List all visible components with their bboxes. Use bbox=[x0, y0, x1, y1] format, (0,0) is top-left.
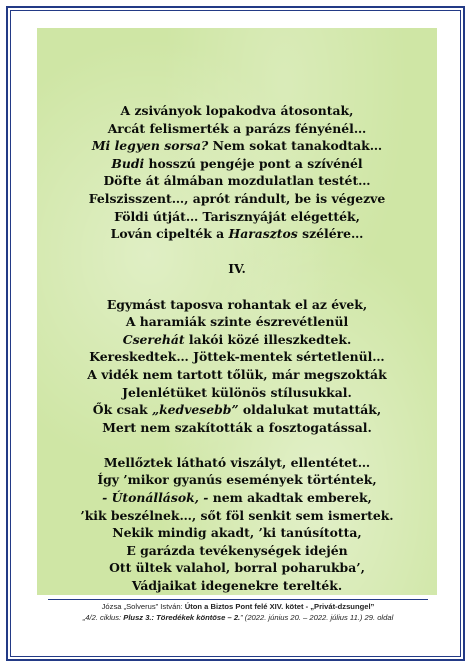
poem-line bbox=[37, 313, 437, 331]
poem-line-emphasis: - Útonállások, - bbox=[102, 490, 209, 506]
footer-book-title: Úton a Biztos Pont felé XIV. kötet - „Privát-dzsungel” bbox=[182, 602, 375, 611]
poem-line-text: Földi útját… Tarisznyáját elégették, bbox=[114, 208, 360, 224]
poem-line-text: szélére… bbox=[297, 226, 364, 242]
poem-line-emphasis: Budi bbox=[111, 155, 145, 171]
footer-author: Józsa „Solverus” István: bbox=[101, 602, 183, 611]
footer-line-2 bbox=[48, 613, 428, 624]
poem-line bbox=[37, 384, 437, 402]
poem-line bbox=[37, 137, 437, 155]
poem-line bbox=[37, 172, 437, 190]
poem-stanza-2 bbox=[37, 296, 437, 437]
poem-line bbox=[37, 120, 437, 138]
poem-line-text: A haramiák szinte észrevétlenül bbox=[125, 314, 349, 330]
poem-line bbox=[37, 155, 437, 173]
poem-line bbox=[37, 489, 437, 507]
poem-line-emphasis: Cserehát bbox=[122, 331, 185, 347]
poem-line bbox=[37, 507, 437, 525]
poem-line bbox=[37, 454, 437, 472]
poem-line-text: A vidék nem tartott tőlük, már megszokták bbox=[87, 366, 387, 382]
poem-line-text: E garázda tevékenységek idején bbox=[126, 542, 348, 558]
poem-line bbox=[37, 190, 437, 208]
poem-line bbox=[37, 331, 437, 349]
poem-line bbox=[37, 366, 437, 384]
poem-line-text: Arcát felismerték a parázs fényénél… bbox=[107, 120, 367, 136]
poem-line-text: Nekik mindig akadt, ’ki tanúsította, bbox=[112, 525, 362, 541]
poem-line bbox=[37, 471, 437, 489]
poem-line bbox=[37, 401, 437, 419]
poem-line bbox=[37, 542, 437, 560]
poem-line bbox=[37, 208, 437, 226]
page-footer bbox=[48, 599, 428, 623]
footer-cycle-title: Plusz 3.: Töredékek köntöse – 2. bbox=[123, 612, 241, 622]
poem-line-text: Kereskedtek… Jöttek-mentek sértetlenül… bbox=[89, 349, 385, 365]
poem-line bbox=[37, 102, 437, 120]
poem-line-text: A zsiványok lopakodva átosontak, bbox=[120, 103, 354, 118]
poem-line-text: Ott ültek valahol, borral poharukba’, bbox=[109, 560, 365, 576]
section-numeral: IV. bbox=[228, 261, 246, 277]
poem-line-text: Lován cipelték a bbox=[110, 226, 229, 242]
poem-stanza-3 bbox=[37, 454, 437, 595]
poem-line-text: Vádjaikat idegenekre terelték. bbox=[131, 578, 343, 594]
footer-date-page: ” (2022. június 20. – 2022. július 11.) 29. oldal bbox=[240, 612, 394, 622]
poem-line-text: Mellőztek látható viszályt, ellentétet… bbox=[103, 454, 371, 470]
poem-line bbox=[37, 559, 437, 577]
poem-line-text: oldalukat mutatták, bbox=[238, 402, 382, 418]
poem-line bbox=[37, 419, 437, 437]
footer-line-1 bbox=[48, 602, 428, 613]
poem-line-text: ’kik beszélnek…, sőt föl senkit sem ismertek. bbox=[80, 507, 394, 523]
poem-line-text: Egymást taposva rohantak el az évek, bbox=[106, 296, 368, 312]
poem-line-text: Ők csak bbox=[92, 402, 152, 418]
poem-body bbox=[37, 102, 437, 612]
poem-line-text: Mert nem szakították a fosztogatással. bbox=[102, 419, 372, 435]
poem-line bbox=[37, 348, 437, 366]
poem-line bbox=[37, 296, 437, 314]
poem-line-text: Döfte át álmában mozdulatlan testét… bbox=[103, 173, 371, 189]
poem-line-emphasis: Mi legyen sorsa? bbox=[91, 138, 209, 154]
poem-line-text: Jelenlétüket különös stílusukkal. bbox=[122, 384, 352, 400]
poem-line bbox=[37, 577, 437, 595]
poem-line bbox=[37, 524, 437, 542]
poem-line bbox=[37, 225, 437, 243]
poem-line-text: nem akadtak emberek, bbox=[208, 490, 372, 506]
poem-line-text: lakói közé illeszkedtek. bbox=[184, 331, 352, 347]
poem-stanza-1 bbox=[37, 102, 437, 243]
poem-line-text: Nem sokat tanakodtak… bbox=[208, 138, 383, 154]
poem-line-text: Felszisszent…, aprót rándult, be is végezve bbox=[88, 190, 386, 206]
footer-cycle-prefix: „4/2. ciklus: bbox=[82, 612, 124, 622]
poem-line-text: hosszú pengéje pont a szívénél bbox=[144, 155, 363, 171]
poem-line-text: Így ’mikor gyanús események történtek, bbox=[97, 472, 377, 488]
poem-line-emphasis: Harasztos bbox=[228, 226, 298, 242]
poem-line-emphasis: „kedvesebb” bbox=[151, 402, 239, 418]
